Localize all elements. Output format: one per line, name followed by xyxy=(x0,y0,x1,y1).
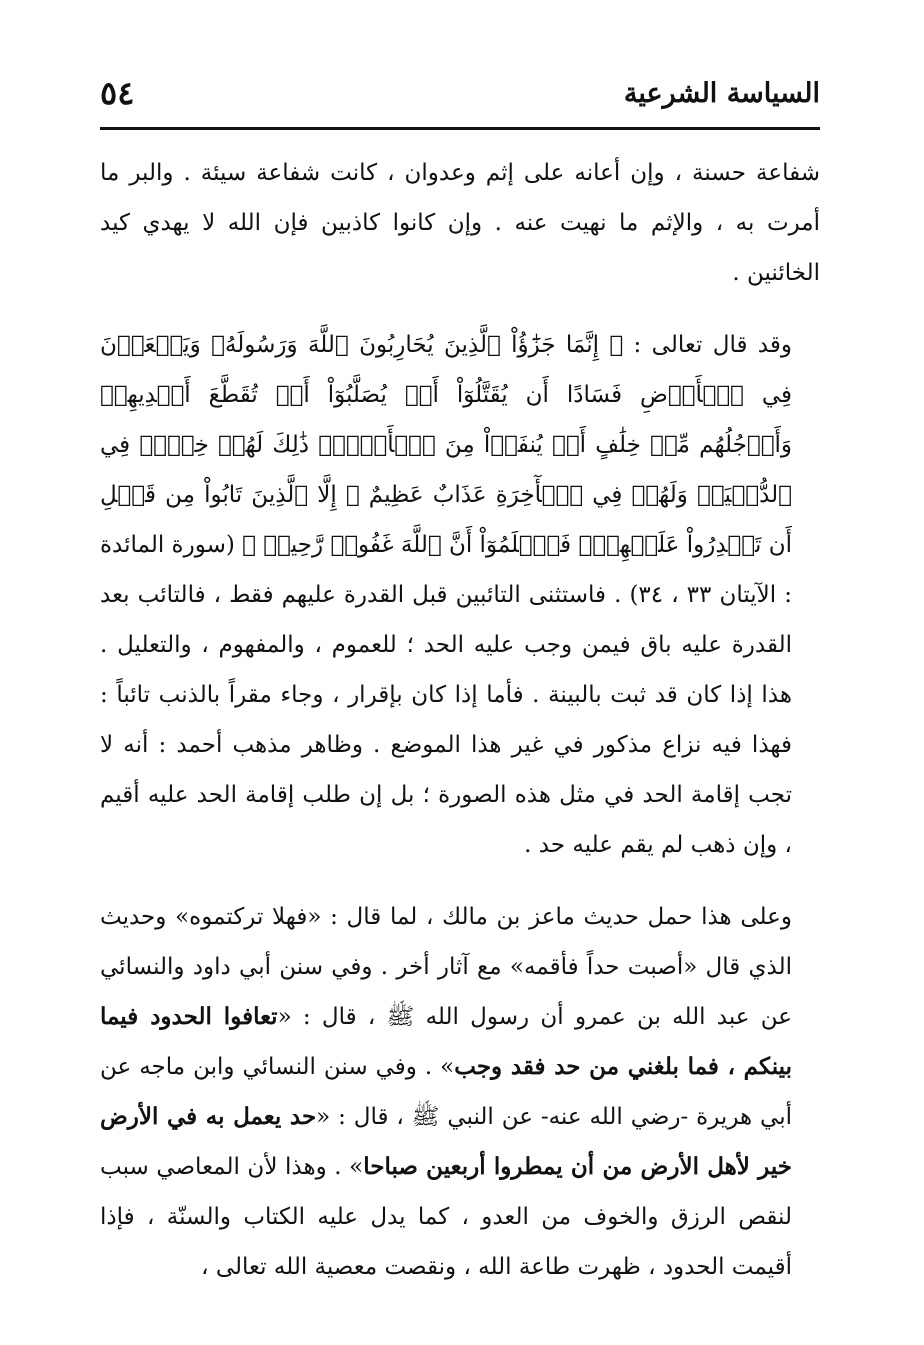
p3-part-1: وعلى هذا حمل حديث ماعز بن مالك ، لما قال : «فهلا تركتموه» وحديث الذي قال «أصبت حداً فأقمه» مع آثار أخر . وفي سنن أبي داود والنسائي عن عبد الله بن عمرو أن رسول الله ﷺ ، قال : « xyxy=(100,904,792,1030)
running-title: السياسة الشرعية xyxy=(623,78,820,109)
p3-part-3: » . وهذا لأن المعاصي سبب لنقص الرزق والخوف من العدو ، كما يدل عليه الكتاب والسنّة ، فإذا أقيمت الحدود ، ظهرت طاعة الله ، ونقصت معصية الله تعالى ، xyxy=(100,1154,792,1280)
text-body xyxy=(100,148,820,1292)
paragraph-2 xyxy=(100,320,820,870)
quran-verse: ﴿ إِنَّمَا جَزَٰٓؤُاْ ٱلَّذِينَ يُحَارِبُونَ ٱللَّهَ وَرَسُولَهُۥ وَيَسۡعَوۡنَ فِي ٱلۡأَرۡضِ فَسَادًا أَن يُقَتَّلُوٓاْ أَوۡ يُصَلَّبُوٓاْ أَوۡ تُقَطَّعَ أَيۡدِيهِمۡ وَأَرۡجُلُهُم مِّنۡ خِلَٰفٍ أَوۡ يُنفَوۡاْ مِنَ ٱلۡأَرۡضِۚ ذَٰلِكَ لَهُمۡ خِزۡيٞ فِي ٱلدُّنۡيَاۖ وَلَهُمۡ فِي ٱلۡأٓخِرَةِ عَذَابٌ عَظِيمٌ ۞ إِلَّا ٱلَّذِينَ تَابُواْ مِن قَبۡلِ أَن تَقۡدِرُواْ عَلَيۡهِمۡۖ فَٱعۡلَمُوٓاْ أَنَّ ٱللَّهَ غَفُورٞ رَّحِيمٞ ﴾ xyxy=(100,332,792,558)
hadith-quote-2: حد يعمل به في الأرض خير لأهل الأرض من أن يمطروا أربعين صباحا xyxy=(100,1103,792,1180)
p2-commentary: (سورة المائدة : الآيتان ٣٣ ، ٣٤) . فاستثنى التائبين قبل القدرة عليهم فقط ، فالتائب بعد القدرة عليه باق فيمن وجب عليه الحد ؛ للعموم ، والمفهوم ، والتعليل . هذا إذا كان قد ثبت بالبينة . فأما إذا كان بإقرار ، وجاء مقراً بالذنب تائباً : فهذا فيه نزاع مذكور في غير هذا الموضع . وظاهر مذهب أحمد : أنه لا تجب إقامة الحد في مثل هذه الصورة ؛ بل إن طلب إقامة الحد عليه أقيم ، وإن ذهب لم يقم عليه حد . xyxy=(100,532,792,858)
p2-intro: وقد قال تعالى : xyxy=(623,332,792,358)
page-number: ٥٤ xyxy=(100,74,135,112)
p3-part-2: » . وفي سنن النسائي وابن ماجه عن أبي هريرة -رضي الله عنه- عن النبي ﷺ ، قال : « xyxy=(100,1054,792,1130)
p1-text: شفاعة حسنة ، وإن أعانه على إثم وعدوان ، كانت شفاعة سيئة . والبر ما أمرت به ، والإثم ما نهيت عنه . وإن كانوا كاذبين فإن الله لا يهدي كيد الخائنين . xyxy=(100,160,820,286)
page-header xyxy=(100,74,820,124)
paragraph-3 xyxy=(100,892,820,1292)
paragraph-1 xyxy=(100,148,820,298)
hadith-quote-1: تعافوا الحدود فيما بينكم ، فما بلغني من حد فقد وجب xyxy=(100,1003,792,1080)
header-rule xyxy=(100,127,820,130)
